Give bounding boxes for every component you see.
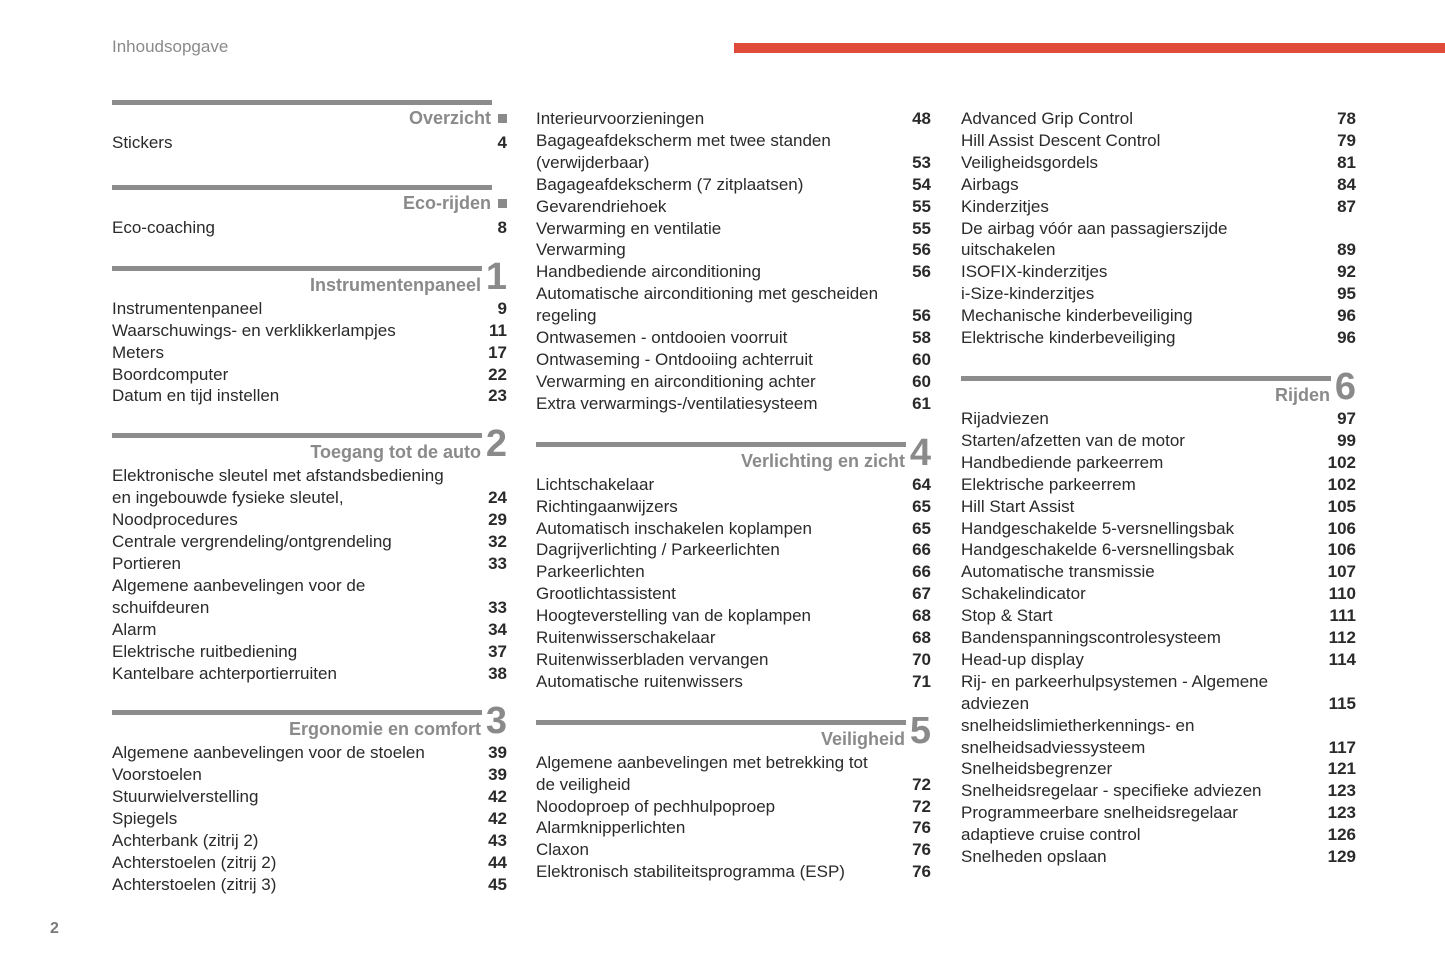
toc-entry-list — [112, 465, 508, 684]
toc-entry[interactable] — [536, 796, 932, 818]
toc-entry-page[interactable]: 29 — [488, 510, 507, 530]
toc-entry-title[interactable]: Voorstoelen — [112, 765, 202, 785]
chapter-number: 3 — [485, 700, 507, 743]
toc-entry[interactable] — [112, 320, 508, 342]
toc-entry-title[interactable]: Bagageafdekscherm met twee standen (verwijderbaar) — [536, 130, 831, 172]
toc-entry[interactable] — [961, 605, 1357, 627]
toc-entry-title[interactable]: Elektronisch stabiliteitsprogramma (ESP) — [536, 862, 845, 882]
toc-entry[interactable] — [536, 627, 932, 649]
toc-entry[interactable] — [112, 298, 508, 320]
toc-section-instrumentenpaneel — [112, 255, 508, 408]
toc-entry[interactable] — [536, 817, 932, 839]
chapter-number: 6 — [1334, 365, 1356, 408]
toc-entry-page[interactable]: 60 — [912, 371, 931, 391]
toc-entry[interactable] — [961, 261, 1357, 283]
toc-entry-title[interactable]: Claxon — [536, 840, 589, 860]
toc-entry-page[interactable]: 68 — [912, 628, 931, 648]
toc-entry[interactable] — [536, 174, 932, 196]
toc-entry[interactable] — [536, 539, 932, 561]
toc-entry-page[interactable]: 67 — [912, 584, 931, 604]
toc-entry[interactable] — [536, 671, 932, 693]
toc-entry-title[interactable]: Rijadviezen — [961, 408, 1049, 428]
toc-entry-title[interactable]: Handgeschakelde 6-versnellingsbak — [961, 540, 1235, 560]
toc-entry-title[interactable]: Eco-coaching — [112, 217, 216, 237]
toc-entry[interactable] — [112, 786, 508, 808]
toc-entry-page[interactable]: 111 — [1329, 606, 1356, 626]
toc-entry[interactable] — [961, 327, 1357, 349]
toc-entry-title[interactable]: Ontwaseming - Ontdooiing achterruit — [536, 349, 813, 369]
toc-entry-page[interactable]: 56 — [912, 240, 931, 260]
toc-entry-page[interactable]: 55 — [912, 196, 931, 216]
toc-entry-title[interactable]: Stickers — [112, 133, 173, 152]
section-header — [961, 365, 1357, 408]
toc-entry[interactable] — [536, 393, 932, 415]
toc-column-1 — [112, 100, 508, 896]
square-marker-icon — [498, 199, 507, 208]
toc-entry-title[interactable]: Verwarming en ventilatie — [536, 218, 722, 238]
toc-entry-page[interactable]: 78 — [1337, 109, 1356, 128]
toc-entry[interactable] — [961, 583, 1357, 605]
toc-entry-page[interactable]: 48 — [912, 109, 931, 128]
toc-entry-page[interactable]: 95 — [1337, 284, 1356, 304]
section-header — [112, 255, 508, 298]
toc-entry-page[interactable]: 39 — [488, 743, 507, 763]
toc-entry-title[interactable]: Hoogteverstelling van de koplampen — [536, 606, 812, 626]
toc-entry[interactable] — [112, 575, 508, 619]
toc-entry-title[interactable]: Grootlichtassistent — [536, 584, 676, 604]
toc-entry-page[interactable]: 42 — [488, 809, 507, 829]
toc-entry[interactable] — [112, 874, 508, 896]
section-title[interactable]: Instrumentenpaneel — [309, 274, 481, 295]
toc-entry[interactable] — [536, 839, 932, 861]
toc-entry-page[interactable]: 114 — [1328, 649, 1356, 669]
toc-entry[interactable] — [961, 108, 1357, 130]
section-rule — [112, 100, 492, 105]
toc-entry-title[interactable]: Algemene aanbevelingen voor de stoelen — [112, 743, 425, 763]
section-title[interactable]: Rijden — [1274, 384, 1330, 405]
section-header — [112, 700, 508, 743]
toc-entry[interactable] — [112, 852, 508, 874]
toc-entry[interactable] — [112, 509, 508, 531]
toc-entry-page[interactable]: 112 — [1328, 628, 1356, 648]
toc-entry-page[interactable]: 92 — [1337, 262, 1356, 282]
toc-entry[interactable] — [112, 342, 508, 364]
toc-entry-page[interactable]: 65 — [912, 496, 931, 516]
toc-entry-title[interactable]: Automatisch inschakelen koplampen — [536, 518, 812, 538]
toc-entry-page[interactable]: 71 — [912, 671, 931, 691]
toc-entry[interactable] — [961, 671, 1357, 715]
toc-entry[interactable] — [961, 174, 1357, 196]
toc-entry-title[interactable]: Ruitenwisserschakelaar — [536, 628, 716, 648]
toc-entry[interactable] — [112, 619, 508, 641]
toc-entry-title[interactable]: Elektrische parkeerrem — [961, 474, 1136, 494]
toc-entry-title[interactable]: Ruitenwisserbladen vervangen — [536, 649, 769, 669]
toc-entry-page[interactable]: 42 — [488, 787, 507, 807]
toc-entry[interactable] — [112, 531, 508, 553]
toc-entry-page[interactable]: 72 — [912, 774, 931, 794]
toc-entry[interactable] — [536, 283, 932, 327]
toc-entry-page[interactable]: 64 — [912, 474, 931, 494]
toc-entry-title[interactable]: Boordcomputer — [112, 364, 229, 384]
toc-entry-list — [536, 474, 932, 693]
toc-entry-title[interactable]: i-Size-kinderzitjes — [961, 284, 1095, 304]
toc-entry-title[interactable]: Noodprocedures — [112, 510, 238, 530]
toc-entry-title[interactable]: Algemene aanbevelingen met betrekking tot de veiligheid — [536, 752, 868, 794]
toc-entry-page[interactable]: 44 — [488, 852, 507, 872]
toc-entry[interactable] — [961, 715, 1357, 759]
section-title[interactable]: Toegang tot de auto — [310, 442, 481, 463]
toc-entry-page[interactable]: 60 — [912, 349, 931, 369]
toc-entry-title[interactable]: Stop & Start — [961, 606, 1053, 626]
toc-entry-title[interactable]: Achterbank (zitrij 2) — [112, 831, 259, 851]
toc-entry-title[interactable]: Kinderzitjes — [961, 196, 1049, 216]
toc-entry-title[interactable]: Datum en tijd instellen — [112, 386, 280, 406]
toc-entry[interactable] — [536, 583, 932, 605]
toc-entry-title[interactable]: Snelheidsregelaar - specifieke adviezen — [961, 781, 1262, 801]
section-title[interactable]: Overzicht — [408, 108, 491, 128]
toc-entry-title[interactable]: Alarm — [112, 619, 157, 639]
toc-entry-title[interactable]: Elektrische ruitbediening — [112, 641, 298, 661]
section-title[interactable]: Ergonomie en comfort — [288, 719, 481, 740]
toc-entry-page[interactable]: 66 — [912, 562, 931, 582]
toc-entry[interactable] — [961, 130, 1357, 152]
toc-entry[interactable] — [961, 802, 1357, 824]
toc-entry-page[interactable]: 106 — [1327, 518, 1356, 538]
toc-entry-title[interactable]: Head-up display — [961, 649, 1084, 669]
toc-entry-page[interactable]: 96 — [1337, 306, 1356, 326]
toc-entry-page[interactable]: 32 — [488, 532, 507, 552]
toc-entry-page[interactable]: 34 — [488, 619, 507, 639]
toc-entry-page[interactable]: 105 — [1327, 496, 1356, 516]
toc-entry-page[interactable]: 37 — [488, 641, 507, 661]
toc-entry-title[interactable]: Verwarming — [536, 240, 626, 260]
toc-entry[interactable] — [961, 518, 1357, 540]
toc-entry-title[interactable]: Snelheden opslaan — [961, 847, 1107, 867]
section-rule — [112, 266, 482, 271]
toc-entry-page[interactable]: 72 — [912, 796, 931, 816]
toc-entry-title[interactable]: Instrumentenpaneel — [112, 298, 263, 318]
toc-entry[interactable] — [536, 752, 932, 796]
toc-entry[interactable] — [961, 780, 1357, 802]
toc-section-rijden — [961, 365, 1357, 868]
toc-entry-page[interactable]: 23 — [488, 386, 507, 406]
toc-entry-page[interactable]: 99 — [1337, 430, 1356, 450]
toc-entry[interactable] — [961, 305, 1357, 327]
toc-entry-title[interactable]: Spiegels — [112, 809, 178, 829]
toc-entry[interactable] — [536, 327, 932, 349]
toc-entry[interactable] — [536, 861, 932, 883]
toc-entry[interactable] — [961, 408, 1357, 430]
section-title[interactable]: Eco-rijden — [402, 192, 491, 213]
toc-entry[interactable] — [961, 430, 1357, 452]
toc-entry-title[interactable]: Noodoproep of pechhulpoproep — [536, 796, 776, 816]
toc-entry-title[interactable]: Veiligheidsgordels — [961, 152, 1099, 172]
toc-entry[interactable] — [536, 108, 932, 130]
toc-entry-title[interactable]: Alarmknipperlichten — [536, 818, 686, 838]
toc-entry-page[interactable]: 107 — [1327, 562, 1356, 582]
toc-entry-title[interactable]: Gevarendriehoek — [536, 196, 667, 216]
toc-entry[interactable] — [536, 561, 932, 583]
toc-entry[interactable] — [961, 561, 1357, 583]
toc-entry-list — [112, 298, 508, 408]
toc-column-2 — [536, 108, 932, 883]
toc-continued-list — [961, 108, 1357, 349]
toc-entry-list — [961, 408, 1357, 868]
toc-entry-page[interactable]: 79 — [1337, 130, 1356, 150]
toc-entry[interactable] — [112, 465, 508, 509]
toc-entry[interactable] — [961, 218, 1357, 262]
toc-entry-page[interactable]: 126 — [1327, 825, 1356, 845]
toc-entry-page[interactable]: 22 — [488, 364, 507, 384]
toc-entry-page[interactable]: 61 — [912, 393, 931, 413]
toc-entry-title[interactable]: ISOFIX-kinderzitjes — [961, 262, 1108, 282]
toc-entry[interactable] — [961, 196, 1357, 218]
toc-entry[interactable] — [961, 152, 1357, 174]
toc-entry-page[interactable]: 121 — [1327, 759, 1356, 779]
toc-entry-page[interactable]: 11 — [489, 320, 507, 340]
toc-entry[interactable] — [961, 496, 1357, 518]
toc-entry-page[interactable]: 17 — [488, 342, 507, 362]
toc-entry-title[interactable]: De airbag vóór aan passagierszijde uitschakelen — [961, 218, 1228, 260]
section-rule — [536, 442, 906, 447]
toc-entry-title[interactable]: Mechanische kinderbeveiliging — [961, 306, 1193, 326]
toc-entry-title[interactable]: Centrale vergrendeling/ontgrendeling — [112, 532, 392, 552]
toc-section-overzicht — [112, 100, 508, 154]
toc-entry[interactable] — [112, 764, 508, 786]
square-marker-icon — [498, 114, 507, 123]
toc-entry-page[interactable]: 56 — [912, 306, 931, 326]
toc-entry-page[interactable]: 33 — [488, 597, 507, 617]
page-header-title: Inhoudsopgave — [112, 37, 229, 56]
toc-entry[interactable] — [112, 808, 508, 830]
toc-entry-page[interactable]: 43 — [488, 831, 507, 851]
toc-entry[interactable] — [536, 130, 932, 174]
toc-entry-title[interactable]: snelheidslimietherkennings- en snelheidsadviessysteem — [961, 715, 1195, 757]
toc-entry[interactable] — [536, 218, 932, 240]
toc-entry-page[interactable]: 129 — [1327, 847, 1356, 867]
toc-entry-title[interactable]: Meters — [112, 342, 164, 362]
toc-entry-title[interactable]: adaptieve cruise control — [961, 825, 1141, 845]
toc-entry-title[interactable]: Airbags — [961, 174, 1019, 194]
toc-entry-page[interactable]: 76 — [912, 862, 931, 882]
toc-entry-page[interactable]: 123 — [1327, 781, 1356, 801]
toc-entry-title[interactable]: Automatische airconditioning met gescheiden regeling — [536, 284, 879, 326]
toc-entry-title[interactable]: Schakelindicator — [961, 584, 1086, 604]
toc-entry-page[interactable]: 9 — [497, 298, 507, 318]
toc-entry[interactable] — [112, 553, 508, 575]
toc-entry[interactable] — [961, 539, 1357, 561]
toc-entry-page[interactable]: 24 — [488, 488, 507, 508]
toc-entry-page[interactable]: 87 — [1337, 196, 1356, 216]
toc-entry-page[interactable]: 54 — [912, 174, 931, 194]
section-title[interactable]: Verlichting en zicht — [740, 450, 905, 471]
section-rule — [112, 710, 482, 715]
toc-entry-page[interactable]: 70 — [912, 649, 931, 669]
section-header — [536, 709, 932, 752]
toc-entry-page[interactable]: 76 — [912, 818, 931, 838]
toc-entry-page[interactable]: 45 — [488, 874, 507, 894]
toc-entry-title[interactable]: Hill Assist Descent Control — [961, 130, 1161, 150]
toc-section-veiligheid — [536, 709, 932, 883]
toc-entry-page[interactable]: 55 — [912, 218, 931, 238]
toc-entry-page[interactable]: 123 — [1327, 803, 1356, 823]
toc-entry-page[interactable]: 96 — [1337, 328, 1356, 348]
chapter-number: 1 — [485, 255, 507, 298]
toc-entry-title[interactable]: Bagageafdekscherm (7 zitplaatsen) — [536, 174, 804, 194]
toc-entry[interactable] — [961, 846, 1357, 868]
toc-entry[interactable] — [112, 663, 508, 685]
toc-entry-title[interactable]: Dagrijverlichting / Parkeerlichten — [536, 540, 780, 560]
chapter-number: 2 — [485, 423, 507, 466]
toc-entry-page[interactable]: 58 — [912, 328, 931, 348]
toc-entry-title[interactable]: Waarschuwings- en verklikkerlampjes — [112, 320, 396, 340]
section-rule — [112, 185, 492, 190]
toc-entry-title[interactable]: Extra verwarmings-/ventilatiesysteem — [536, 393, 818, 413]
toc-entry[interactable] — [536, 239, 932, 261]
chapter-number: 4 — [909, 431, 931, 474]
toc-entry-title[interactable]: Bandenspanningscontrolesysteem — [961, 628, 1221, 648]
section-rule — [961, 376, 1331, 381]
header-accent-bar — [734, 43, 1445, 53]
toc-entry[interactable] — [961, 824, 1357, 846]
toc-entry-page[interactable]: 8 — [497, 217, 507, 237]
toc-entry-title[interactable]: Snelheidsbegrenzer — [961, 759, 1113, 779]
toc-entry-title[interactable]: Interieurvoorzieningen — [536, 109, 705, 128]
toc-entry[interactable] — [961, 627, 1357, 649]
toc-entry-title[interactable]: Handbediende parkeerrem — [961, 452, 1164, 472]
toc-entry[interactable] — [112, 217, 508, 239]
toc-entry-page[interactable]: 110 — [1328, 584, 1356, 604]
toc-entry[interactable] — [536, 371, 932, 393]
toc-entry-page[interactable]: 4 — [497, 133, 507, 152]
toc-entry[interactable] — [536, 496, 932, 518]
toc-entry-title[interactable]: Verwarming en airconditioning achter — [536, 371, 816, 391]
toc-entry[interactable] — [536, 605, 932, 627]
section-rule — [536, 720, 906, 725]
toc-entry-page[interactable]: 84 — [1337, 174, 1356, 194]
toc-entry-title[interactable]: Handgeschakelde 5-versnellingsbak — [961, 518, 1235, 538]
toc-section-ergonomie — [112, 700, 508, 895]
toc-entry-list — [112, 742, 508, 895]
section-title[interactable]: Veiligheid — [820, 728, 905, 749]
toc-entry-title[interactable]: Handbediende airconditioning — [536, 262, 761, 282]
toc-entry-page[interactable]: 102 — [1327, 474, 1356, 494]
toc-entry-page[interactable]: 102 — [1327, 452, 1356, 472]
toc-entry[interactable] — [536, 518, 932, 540]
toc-entry[interactable] — [961, 452, 1357, 474]
toc-entry-title[interactable]: Lichtschakelaar — [536, 474, 655, 494]
toc-entry-title[interactable]: Advanced Grip Control — [961, 109, 1133, 128]
toc-entry-title[interactable]: Achterstoelen (zitrij 3) — [112, 874, 277, 894]
toc-entry-page[interactable]: 39 — [488, 765, 507, 785]
toc-entry-title[interactable]: Ontwasemen - ontdooien voorruit — [536, 328, 788, 348]
toc-entry-page[interactable]: 106 — [1327, 540, 1356, 560]
toc-entry-page[interactable]: 53 — [912, 152, 931, 172]
toc-entry-page[interactable]: 89 — [1337, 240, 1356, 260]
toc-entry-title[interactable]: Automatische ruitenwissers — [536, 671, 743, 691]
toc-entry-title[interactable]: Parkeerlichten — [536, 562, 645, 582]
toc-entry[interactable] — [112, 742, 508, 764]
toc-entry-title[interactable]: Starten/afzetten van de motor — [961, 430, 1185, 450]
toc-entry-title[interactable]: Portieren — [112, 553, 181, 573]
toc-entry-title[interactable]: Rij- en parkeerhulpsystemen - Algemene adviezen — [961, 671, 1269, 713]
toc-entry-title[interactable]: Achterstoelen (zitrij 2) — [112, 852, 277, 872]
toc-entry[interactable] — [112, 830, 508, 852]
toc-entry-title[interactable]: Programmeerbare snelheidsregelaar — [961, 803, 1238, 823]
toc-entry-page[interactable]: 33 — [488, 553, 507, 573]
toc-section-verlichting — [536, 431, 932, 693]
toc-section-eco-rijden — [112, 185, 508, 239]
toc-column-3 — [961, 108, 1357, 868]
toc-entry-list — [536, 752, 932, 883]
toc-entry-page[interactable]: 56 — [912, 262, 931, 282]
section-header — [112, 100, 508, 132]
toc-entry[interactable] — [536, 349, 932, 371]
toc-entry[interactable] — [112, 364, 508, 386]
toc-entry[interactable] — [961, 649, 1357, 671]
section-rule — [112, 433, 482, 438]
toc-entry-title[interactable]: Elektrische kinderbeveiliging — [961, 328, 1176, 348]
toc-entry[interactable] — [536, 474, 932, 496]
toc-entry[interactable] — [112, 385, 508, 407]
toc-entry[interactable] — [112, 641, 508, 663]
section-header — [112, 185, 508, 217]
section-header — [536, 431, 932, 474]
toc-entry-page[interactable]: 76 — [912, 840, 931, 860]
toc-entry-page[interactable]: 115 — [1328, 693, 1356, 713]
toc-entry[interactable] — [961, 758, 1357, 780]
toc-entry[interactable] — [536, 649, 932, 671]
toc-entry[interactable] — [536, 196, 932, 218]
toc-entry-title[interactable]: Hill Start Assist — [961, 496, 1075, 516]
toc-entry-title[interactable]: Automatische transmissie — [961, 562, 1155, 582]
toc-entry-title[interactable]: Stuurwielverstelling — [112, 787, 259, 807]
toc-entry-page[interactable]: 66 — [912, 540, 931, 560]
toc-section-toegang — [112, 423, 508, 684]
toc-entry[interactable] — [536, 261, 932, 283]
chapter-number: 5 — [909, 709, 931, 752]
toc-entry-page[interactable]: 81 — [1337, 152, 1356, 172]
toc-entry-title[interactable]: Algemene aanbevelingen voor de schuifdeuren — [112, 575, 366, 617]
toc-entry[interactable] — [961, 283, 1357, 305]
toc-entry[interactable] — [961, 474, 1357, 496]
page-number: 2 — [50, 920, 59, 937]
toc-entry-title[interactable]: Elektronische sleutel met afstandsbediening en ingebouwde fysieke sleutel, — [112, 466, 444, 508]
toc-entry[interactable] — [112, 132, 508, 154]
toc-entry-page[interactable]: 65 — [912, 518, 931, 538]
toc-entry-title[interactable]: Richtingaanwijzers — [536, 496, 678, 516]
toc-entry-title[interactable]: Kantelbare achterportierruiten — [112, 663, 337, 683]
toc-entry-page[interactable]: 97 — [1337, 408, 1356, 428]
toc-continued-list — [536, 108, 932, 415]
toc-entry-page[interactable]: 68 — [912, 606, 931, 626]
toc-entry-page[interactable]: 38 — [488, 663, 507, 683]
toc-entry-page[interactable]: 117 — [1328, 737, 1356, 757]
section-header — [112, 423, 508, 466]
